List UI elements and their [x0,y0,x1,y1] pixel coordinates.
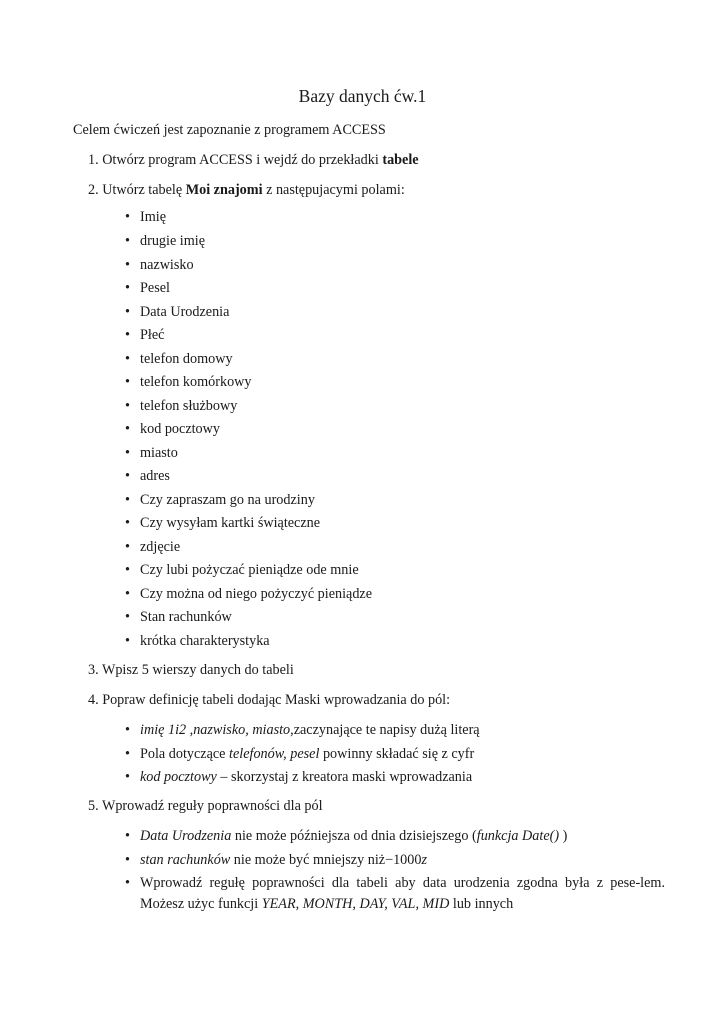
field-label: kod pocztowy [140,421,220,437]
step-1-number: 1. [88,152,99,168]
field-label: krótka charakterystyka [140,633,270,649]
postal-mask-text: – skorzystaj z kreatora maski wprowadzania [216,769,473,785]
mask-fields-italic: imię 1i2 ,nazwisko, miasto, [140,722,294,738]
field-label: Czy wysyłam kartki świąteczne [140,515,321,531]
step-4-number: 4. [88,692,99,708]
field-label: Płeć [140,327,165,343]
field-label: Czy można od niego pożyczyć pieniądze [140,586,373,602]
step-5 [88,796,323,816]
step-3-text: Wpisz 5 wierszy danych do tabeli [101,662,294,678]
step-4 [88,690,450,710]
field-label: drugie imię [140,233,206,249]
mask-fields-text: zaczynające te napisy dużą literą [293,722,480,738]
field-label: nazwisko [140,257,194,273]
step-4-text: Popraw definicję tabeli dodając Maski wprowadzania do pól: [102,692,451,708]
step-2-text-before: Utwórz tabelę [102,182,186,198]
field-label: miasto [140,445,178,461]
step-1-bold: tabele [382,152,419,168]
phone-mask-text-after: powinny składać się z cyfr [319,746,475,762]
birthdate-rule-italic: Data Urodzenia [140,828,232,844]
phone-mask-italic: telefonów, pesel [229,746,320,762]
step-2-bold: Moi znajomi [185,182,263,198]
field-label: telefon domowy [140,351,233,367]
step-2 [88,180,405,200]
step-2-text-after: z następujacymi polami: [262,182,405,198]
step-2-number: 2. [88,182,99,198]
birthdate-rule-function: funkcja Date() [476,828,560,844]
field-label: Imię [140,209,166,225]
document-title: Bazy danych ćw.1 [298,86,427,106]
balance-rule-text: nie może być mniejszy niż−1000 [230,852,422,868]
field-label: Data Urodzenia [140,304,230,320]
field-label: telefon służbowy [140,398,238,414]
list-item [125,873,665,914]
field-label: telefon komórkowy [140,374,252,390]
step-1-text: Otwórz program ACCESS i wejdź do przekładki [102,152,383,168]
table-rule-text-end: lub innych [449,895,514,912]
table-rule-functions: YEAR, MONTH, DAY, VAL, MID [261,895,450,912]
step-3-number: 3. [88,662,99,678]
field-label: Czy lubi pożyczać pieniądze ode mnie [140,562,359,578]
step-1 [88,150,419,170]
intro-text: Celem ćwiczeń jest zapoznanie z programem ACCESS [73,122,386,138]
birthdate-rule-text: nie może późniejsza od dnia dzisiejszego ( [231,828,477,844]
field-label: Stan rachunków [140,609,232,625]
balance-rule-unit: z [421,852,427,868]
field-label: Pesel [140,280,170,296]
table-rule-text: Wprowadź regułę poprawności dla tabeli aby data urodzenia zgodna była z pese-lem. Możesz użyc funkcji [140,875,665,912]
step-5-text: Wprowadź reguły poprawności dla pól [101,798,323,814]
balance-rule-italic: stan rachunków [140,852,231,868]
phone-mask-text-before: Pola dotyczące [140,746,230,762]
field-label: adres [140,468,170,484]
step-5-number: 5. [88,798,99,814]
field-label: zdjęcie [140,539,181,555]
step-3 [88,660,294,680]
field-label: Czy zapraszam go na urodziny [140,492,315,508]
postal-mask-italic: kod pocztowy [140,769,217,785]
birthdate-rule-close: ) [559,828,568,844]
